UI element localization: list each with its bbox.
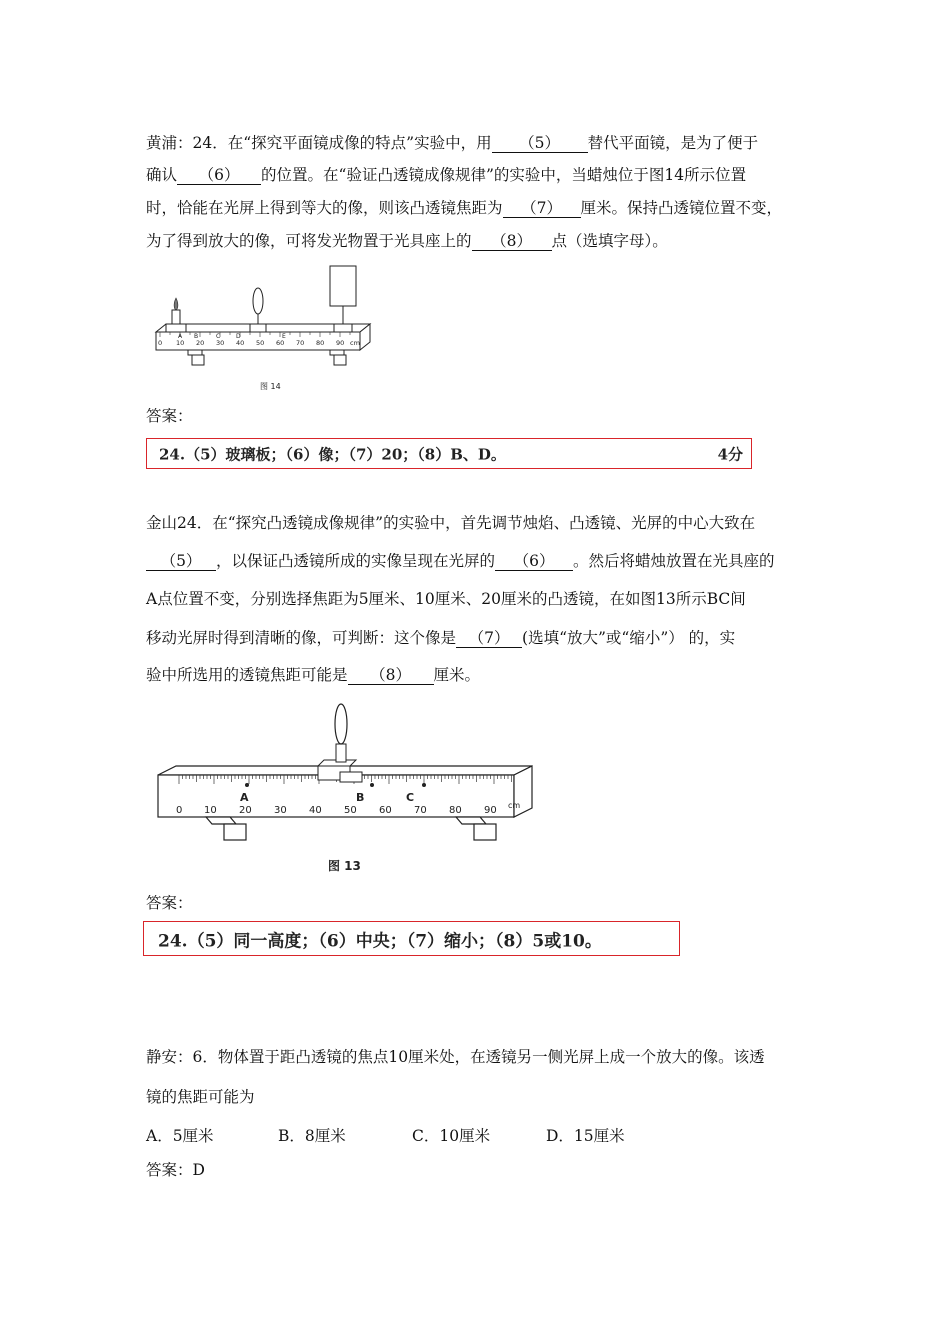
fig14-caption: 图 14 — [260, 382, 281, 391]
q2-blank-6[interactable]: （6） — [495, 552, 573, 571]
q2-blank-8[interactable]: （8） — [348, 666, 434, 685]
q1-answer-text: 24.（5）玻璃板；（6）像；（7）20；（8）B、D。 — [159, 445, 506, 463]
fig14-unit: cm — [350, 339, 360, 347]
fig13-tick-30: 30 — [274, 805, 287, 816]
q3-option-c[interactable]: C．10厘米 — [412, 1127, 491, 1145]
fig13-tick-70: 70 — [414, 805, 427, 816]
q2-answer-text: 24.（5）同一高度；（6）中央；（7）缩小；（8）5或10。 — [158, 931, 602, 951]
q1-blank-6[interactable]: （6） — [177, 166, 261, 185]
fig13-letter-b: B — [356, 791, 365, 804]
fig14-letter-a: A — [178, 333, 183, 340]
q3-option-d[interactable]: D．15厘米 — [546, 1127, 625, 1145]
fig14-tick-60: 60 — [276, 339, 285, 347]
fig14-tick-50: 50 — [256, 339, 265, 347]
fig13-letter-c: C — [406, 791, 415, 804]
q2-answer-label: 答案： — [146, 894, 193, 912]
fig13-unit: cm — [508, 801, 521, 810]
q3-option-a[interactable]: A．5厘米 — [146, 1127, 214, 1145]
fig13-caption: 图 13 — [328, 859, 361, 873]
fig14-tick-0: 0 — [158, 339, 163, 347]
q2-answer-box — [143, 921, 680, 956]
q1-line-3: 时，恰能在光屏上得到等大的像，则该凸透镜焦距为 （7） 厘米。保持凸透镜位置不变， — [146, 199, 783, 217]
q2-line-3: A点位置不变，分别选择焦距为5厘米、10厘米、20厘米的凸透镜，在如图13所示BC间 — [146, 590, 746, 608]
q2-line-1: 金山24．在“探究凸透镜成像规律”的实验中，首先调节烛焰、凸透镜、光屏的中心大致在 — [146, 514, 756, 532]
fig13-tick-0: 0 — [176, 805, 183, 816]
fig14-tick-80: 80 — [316, 339, 325, 347]
q2-line-2: （5） ，以保证凸透镜所成的实像呈现在光屏的 （6） 。然后将蜡烛放置在光具座的 — [146, 551, 775, 571]
q3-option-b[interactable]: B．8厘米 — [278, 1127, 346, 1145]
q1-answer-box — [146, 438, 752, 469]
fig13-tick-50: 50 — [344, 805, 357, 816]
q1-blank-8[interactable]: （8） — [472, 232, 552, 251]
q1-answer-score: 4分 — [717, 445, 743, 463]
q2-line-4: 移动光屏时得到清晰的像，可判断：这个像是 （7） (选填“放大”或“缩小”） 的，实 — [146, 629, 736, 647]
q2-blank-7[interactable]: （7） — [456, 629, 522, 648]
q3-answer: 答案：D — [146, 1161, 205, 1179]
fig14-tick-70: 70 — [296, 339, 305, 347]
fig13-tick-10: 10 — [204, 805, 217, 816]
fig13-tick-60: 60 — [379, 805, 392, 816]
q1-blank-5[interactable]: （5） — [492, 134, 588, 153]
figure-14 — [144, 262, 376, 397]
fig13-letter-a: A — [240, 791, 249, 804]
fig14-tick-40: 40 — [236, 339, 245, 347]
q3-line-2: 镜的焦距可能为 — [146, 1088, 255, 1106]
fig14-letter-d: D — [236, 333, 241, 340]
fig14-letter-c: C — [216, 333, 221, 340]
fig14-letter-b: B — [194, 333, 199, 340]
q2-blank-5[interactable]: （5） — [146, 552, 216, 571]
fig13-tick-20: 20 — [239, 805, 252, 816]
fig14-tick-20: 20 — [196, 339, 205, 347]
q3-line-1: 静安：6．物体置于距凸透镜的焦点10厘米处，在透镜另一侧光屏上成一个放大的像。该透 — [146, 1048, 765, 1066]
q1-blank-7[interactable]: （7） — [503, 199, 581, 218]
q1-line-4: 为了得到放大的像，可将发光物置于光具座上的 （8） 点（选填字母）。 — [146, 232, 668, 250]
figure-13 — [150, 700, 540, 880]
q1-answer-label: 答案： — [146, 407, 193, 425]
fig13-tick-90: 90 — [484, 805, 497, 816]
q2-line-5: 验中所选用的透镜焦距可能是 （8） 厘米。 — [146, 666, 481, 684]
q1-line-2: 确认 （6） 的位置。在“验证凸透镜成像规律”的实验中，当蜡烛位于图14所示位置 — [146, 166, 747, 184]
fig13-tick-80: 80 — [449, 805, 462, 816]
fig14-letter-e: E — [282, 333, 286, 340]
q1-line-1: 黄浦：24．在“探究平面镜成像的特点”实验中，用 （5） 替代平面镜，是为了便于 — [146, 134, 759, 152]
fig14-tick-10: 10 — [176, 339, 185, 347]
fig14-tick-30: 30 — [216, 339, 225, 347]
fig13-tick-40: 40 — [309, 805, 322, 816]
fig14-tick-90: 90 — [336, 339, 345, 347]
